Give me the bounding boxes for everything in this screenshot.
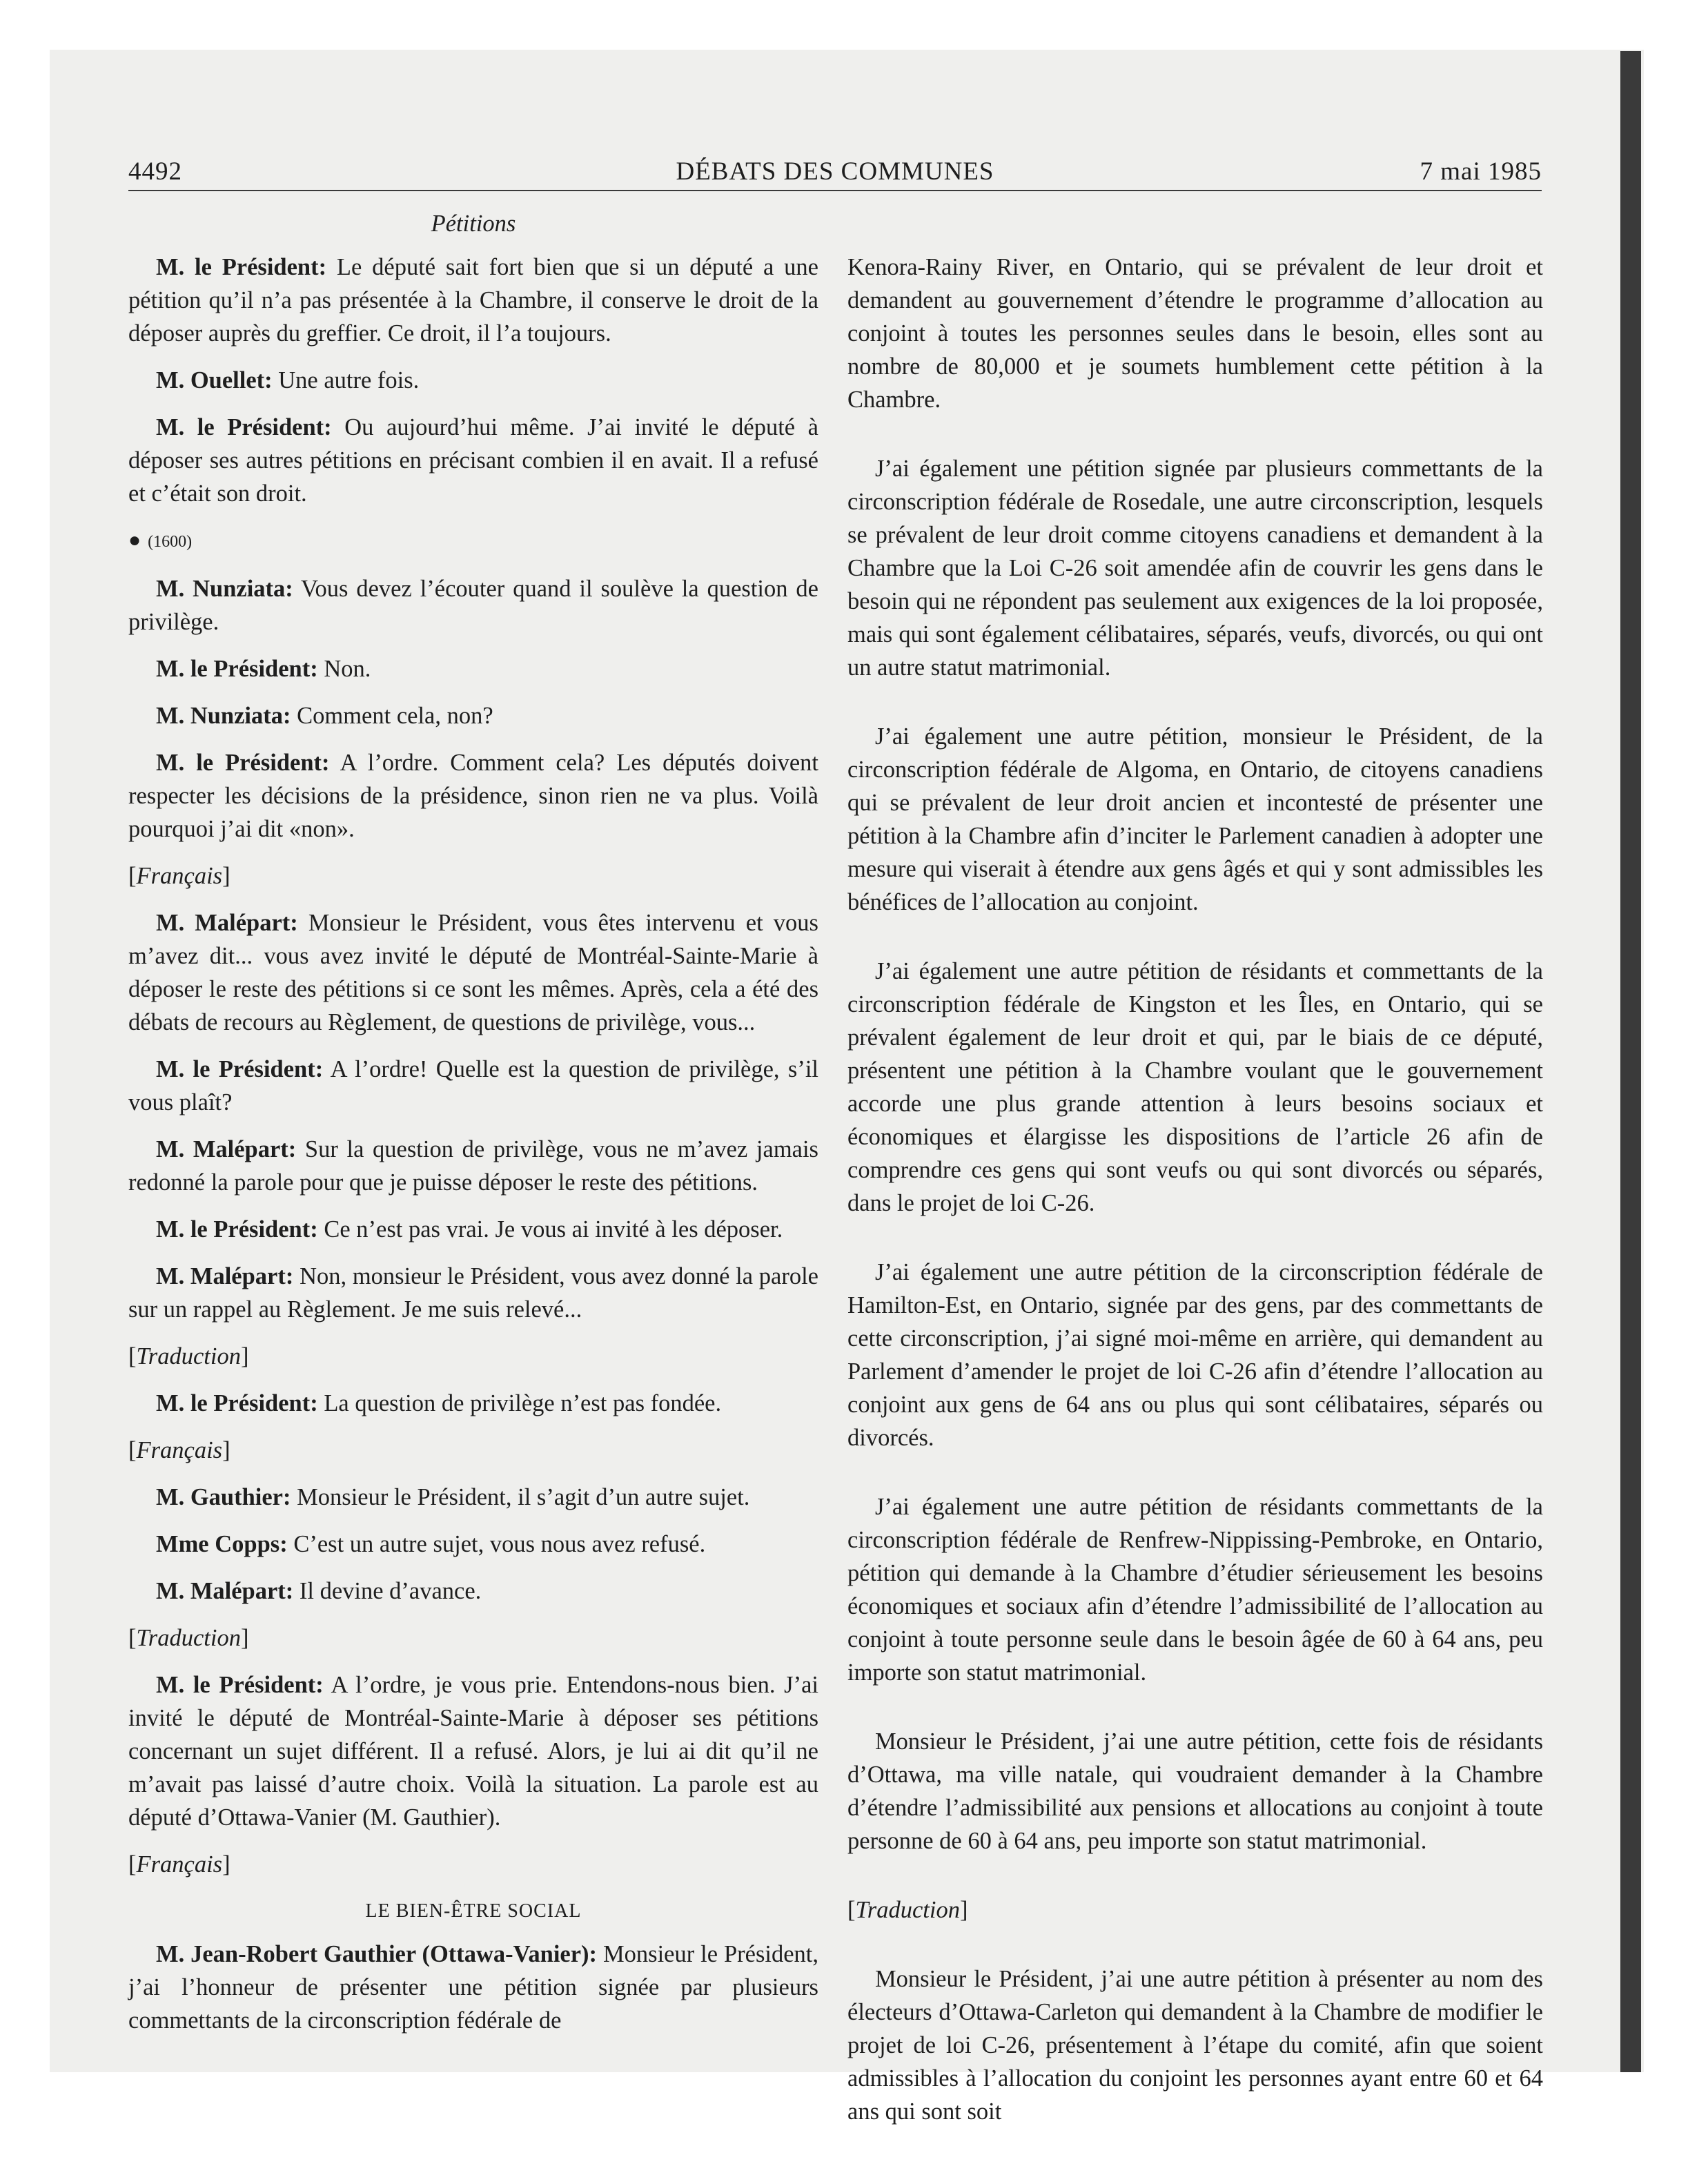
paragraph xyxy=(128,906,818,1039)
binding-edge xyxy=(1620,51,1641,2072)
subheading: LE BIEN-ÊTRE SOCIAL xyxy=(365,1900,582,1922)
right-column xyxy=(847,251,1543,2164)
paragraph: J’ai également une autre pétition de résidants et commettants de la circonscription fédérale de Kingston et les Îles, en Ontario, qui se prévalent également de leur droit et qui, par le biais de ce député, présentent une pétition à la Chambre voulant que le gouvernement accorde une plus grande attention à leurs besoins sociaux et économiques et élargisse les dispositions de l’article 26 afin de comprendre ces gens qui sont veufs ou qui sont divorcés ou séparés, dans le projet de loi C-26. xyxy=(847,958,1543,1216)
speaker-name: M. Malépart: xyxy=(156,1136,297,1162)
speech-text: La question de privilège n’est pas fondée. xyxy=(317,1390,722,1416)
speech-text: A l’ordre! Quelle est la question de privilège, s’il vous plaît? xyxy=(128,1056,818,1115)
paragraph: Monsieur le Président, j’ai une autre pétition à présenter au nom des électeurs d’Ottawa-Carleton qui demandent à la Chambre de modifier le projet de loi C-26, présentement à l’étape du comité, afin que soient admissibles à l’allocation du conjoint les personnes ayant entre 60 et 64 ans qui sont soit xyxy=(847,1966,1543,2125)
bullet-icon: ● xyxy=(128,529,141,552)
speaker-name: Mme Copps: xyxy=(156,1531,288,1557)
speaker-name: M. le Président: xyxy=(156,1672,324,1698)
paragraph: J’ai également une pétition signée par plusieurs commettants de la circonscription fédérale de Rosedale, une autre circonscription, lesquels se prévalent de leur droit comme citoyens canadiens et demandent à la Chambre que la Loi C-26 soit amendée afin de couvrir les gens dans le besoin qui ne répondent pas seulement aux exigences de la loi proposée, mais qui sont également célibataires, séparés, veufs, divorcés, ou qui ont un autre statut matrimonial. xyxy=(847,456,1543,681)
page-header xyxy=(128,157,1542,191)
speech-text: Monsieur le Président, j’ai l’honneur de présenter une pétition signée par plusieurs commettants de la circonscription fédérale de xyxy=(128,1941,818,2034)
speaker-name: M. le Président: xyxy=(156,1390,318,1416)
language-marker: [Français] xyxy=(128,1851,230,1878)
paragraph xyxy=(128,1938,818,2037)
paragraph xyxy=(128,1260,818,1326)
speech-text: Monsieur le Président, il s’agit d’un autre sujet. xyxy=(291,1484,750,1510)
paragraph xyxy=(128,1387,818,1420)
speech-text: Vous devez l’écouter quand il soulève la question de privilège. xyxy=(128,576,818,635)
paragraph xyxy=(128,699,818,732)
speaker-name: M. le Président: xyxy=(156,656,318,682)
paragraph xyxy=(128,1133,818,1199)
speaker-name: M. Gauthier: xyxy=(156,1484,291,1510)
speech-text: Ou aujourd’hui même. J’ai invité le député à déposer ses autres pétitions en précisant combien il en avait. Il a refusé et c’était son droit. xyxy=(128,414,818,507)
paragraph xyxy=(128,1528,818,1561)
paragraph xyxy=(128,364,818,397)
paragraph xyxy=(128,411,818,510)
speaker-name: M. Jean-Robert Gauthier (Ottawa-Vanier): xyxy=(156,1941,598,1967)
speaker-name: M. Malépart: xyxy=(156,1263,294,1289)
speaker-name: M. le Président: xyxy=(156,414,332,440)
left-column xyxy=(128,207,818,2051)
speaker-name: M. le Président: xyxy=(156,254,327,280)
paragraph xyxy=(128,652,818,685)
journal-title: DÉBATS DES COMMUNES xyxy=(676,157,994,186)
paragraph xyxy=(128,746,818,846)
time-marker: ● (1600) xyxy=(128,529,193,552)
language-marker: [Traduction] xyxy=(847,1897,968,1923)
language-marker: [Français] xyxy=(128,863,230,889)
paragraph: J’ai également une autre pétition de résidants commettants de la circonscription fédérale de Renfrew-Nippissing-Pembroke, en Ontario, pétition qui demande à la Chambre d’étudier sérieusement les besoins économiques et sociaux afin d’étendre l’admissibilité de l’allocation au conjoint à toute personne seule dans le besoin âgée de 60 à 64 ans, peu importe son statut matrimonial. xyxy=(847,1494,1543,1686)
speaker-name: M. Malépart: xyxy=(156,1578,294,1604)
speech-text: Une autre fois. xyxy=(272,367,420,393)
paragraph: Monsieur le Président, j’ai une autre pétition, cette fois de résidants d’Ottawa, ma ville natale, qui voudraient demander à la Chambre d’étendre l’admissibilité aux pensions et allocations au conjoint à toute personne de 60 à 64 ans, peu importe son statut matrimonial. xyxy=(847,1728,1543,1854)
paragraph xyxy=(128,1481,818,1514)
speaker-name: M. Ouellet: xyxy=(156,367,273,393)
issue-date: 7 mai 1985 xyxy=(1420,157,1542,186)
speaker-name: M. Malépart: xyxy=(156,910,298,936)
section-title: Pétitions xyxy=(431,211,516,237)
speech-text: Non, monsieur le Président, vous avez donné la parole sur un rappel au Règlement. Je me suis relevé... xyxy=(128,1263,818,1323)
paragraph: J’ai également une autre pétition de la circonscription fédérale de Hamilton-Est, en Ontario, signée par des gens, par des commettants de cette circonscription, j’ai signé moi-même en arrière, qui demandent au Parlement d’amender le projet de loi C-26 afin d’étendre l’allocation au conjoint aux gens de 64 ans ou plus qui sont célibataires, séparés ou divorcés. xyxy=(847,1259,1543,1451)
language-marker: [Français] xyxy=(128,1437,230,1463)
speech-text: Monsieur le Président, vous êtes intervenu et vous m’avez dit... vous avez invité le député de Montréal-Sainte-Marie à déposer le reste des pétitions si ce sont les mêmes. Après, cela a été des débats de recours au Règlement, de questions de privilège, vous... xyxy=(128,910,818,1035)
paragraph xyxy=(128,251,818,350)
speaker-name: M. le Président: xyxy=(156,750,330,776)
paragraph xyxy=(128,572,818,639)
speech-text: Sur la question de privilège, vous ne m’avez jamais redonné la parole pour que je puisse déposer le reste des pétitions. xyxy=(128,1136,818,1196)
speech-text: Non. xyxy=(317,656,371,682)
paragraph xyxy=(128,1213,818,1246)
speech-text: Le député sait fort bien que si un député a une pétition qu’il n’a pas présentée à la Chambre, il conserve le droit de la déposer auprès du greffier. Ce droit, il l’a toujours. xyxy=(128,254,818,347)
paragraph xyxy=(128,1053,818,1119)
speech-text: Comment cela, non? xyxy=(291,703,493,729)
paragraph: J’ai également une autre pétition, monsieur le Président, de la circonscription fédérale de Algoma, en Ontario, de citoyens canadiens qui se prévalent de leur droit ancien et incontesté de présenter une pétition à la Chambre afin d’inciter le Parlement canadien à adopter une mesure qui viserait à étendre aux gens âgés et qui y sont admissibles les bénéfices de l’allocation au conjoint. xyxy=(847,723,1543,915)
speaker-name: M. le Président: xyxy=(156,1056,324,1082)
paragraph: Kenora-Rainy River, en Ontario, qui se prévalent de leur droit et demandent au gouvernement d’étendre le programme d’allocation au conjoint à toutes les personnes seules dans le besoin, elles sont au nombre de 80,000 et je soumets humblement cette pétition à la Chambre. xyxy=(847,254,1543,413)
page-number: 4492 xyxy=(128,157,182,186)
speech-text: A l’ordre, je vous prie. Entendons-nous bien. J’ai invité le député de Montréal-Sainte-Marie à déposer ses pétitions concernant un sujet différent. Il a refusé. Alors, je lui ai dit qu’il ne m’avait pas laissé d’autre choix. Voilà la situation. La parole est au député d’Ottawa-Vanier (M. Gauthier). xyxy=(128,1672,818,1831)
paragraph xyxy=(128,1575,818,1608)
speaker-name: M. le Président: xyxy=(156,1216,318,1242)
language-marker: [Traduction] xyxy=(128,1343,249,1369)
speaker-name: M. Nunziata: xyxy=(156,703,291,729)
speech-text: Il devine d’avance. xyxy=(293,1578,482,1604)
paragraph xyxy=(128,1668,818,1834)
speech-text: A l’ordre. Comment cela? Les députés doivent respecter les décisions de la présidence, sinon rien ne va plus. Voilà pourquoi j’ai dit «non». xyxy=(128,750,818,842)
language-marker: [Traduction] xyxy=(128,1625,249,1651)
speech-text: C’est un autre sujet, vous nous avez refusé. xyxy=(287,1531,706,1557)
speaker-name: M. Nunziata: xyxy=(156,576,293,602)
speech-text: Ce n’est pas vrai. Je vous ai invité à les déposer. xyxy=(317,1216,783,1242)
